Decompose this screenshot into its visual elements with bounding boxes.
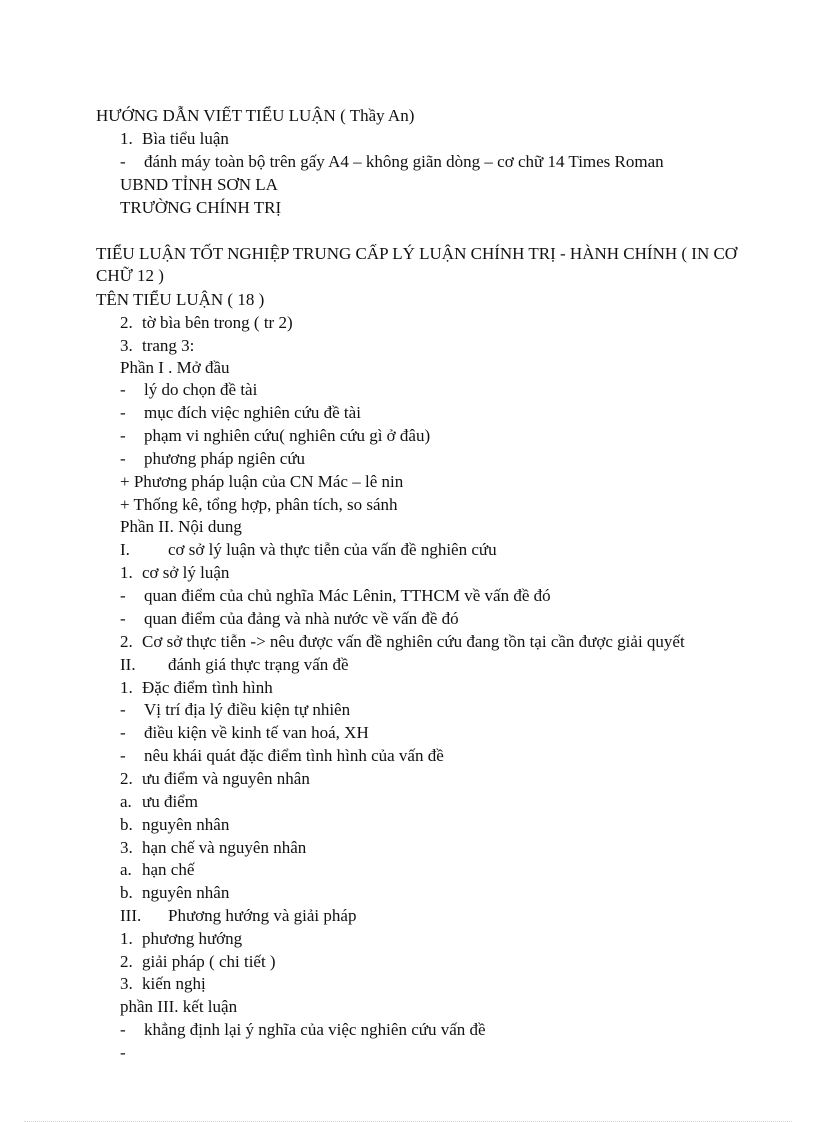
list-marker: - [120, 609, 126, 628]
list-item-text: ưu điểm và nguyên nhân [142, 769, 310, 788]
list-item [120, 585, 551, 607]
list-item [120, 722, 369, 744]
list-item-text: nêu khái quát đặc điểm tình hình của vấn đề [144, 746, 444, 765]
text-line: TIỂU LUẬN TỐT NGHIỆP TRUNG CẤP LÝ LUẬN CHÍNH TRỊ - HÀNH CHÍNH ( IN CƠ CHỮ 12 ) [96, 244, 738, 285]
text-line: TÊN TIỂU LUẬN ( 18 ) [96, 290, 265, 309]
list-item [120, 699, 350, 721]
text-line: UBND TỈNH SƠN LA [120, 175, 278, 194]
list-marker: - [120, 152, 126, 171]
list-item-text: ưu điểm [142, 792, 198, 811]
text-line: Phần I . Mở đầu [120, 358, 230, 377]
list-item-text: quan điểm của chủ nghĩa Mác Lênin, TTHCM về vấn đề đó [144, 586, 551, 605]
list-item-text: đánh giá thực trạng vấn đề [168, 655, 349, 674]
list-item-text: nguyên nhân [142, 815, 230, 834]
list-marker: 1. [120, 678, 133, 697]
list-marker: 1. [120, 929, 133, 948]
list-marker: - [120, 426, 126, 445]
list-item [120, 402, 361, 424]
list-item-text: Phương hướng và giải pháp [168, 906, 357, 925]
list-marker: 2. [120, 313, 133, 332]
list-item-text: kiến nghị [142, 974, 206, 993]
list-item-text: Đặc điểm tình hình [142, 678, 273, 697]
list-item-text: khẳng định lại ý nghĩa của việc nghiên cứu vấn đề [144, 1020, 486, 1039]
list-marker: - [120, 449, 126, 468]
list-marker: II. [120, 655, 136, 674]
list-marker: 3. [120, 838, 133, 857]
list-marker: 1. [120, 563, 133, 582]
list-item [120, 768, 310, 790]
list-item-text: hạn chế và nguyên nhân [142, 838, 307, 857]
list-item [120, 1042, 144, 1064]
list-item-text: phạm vi nghiên cứu( nghiên cứu gì ở đâu) [144, 426, 431, 445]
list-item-text: giải pháp ( chi tiết ) [142, 952, 276, 971]
list-marker: III. [120, 906, 142, 925]
list-item [120, 151, 664, 173]
list-marker: - [120, 700, 126, 719]
list-item [120, 631, 685, 653]
list-marker: - [120, 1020, 126, 1039]
list-marker: b. [120, 815, 133, 834]
text-line: Phần II. Nội dung [120, 517, 242, 536]
list-item-text: quan điểm của đảng và nhà nước về vấn đề đó [144, 609, 459, 628]
list-item-text: Cơ sở thực tiễn -> nêu được vấn đề nghiên cứu đang tồn tại cần được giải quyết [142, 632, 685, 651]
list-item-text: Vị trí địa lý điều kiện tự nhiên [144, 700, 351, 719]
list-item [120, 814, 229, 836]
list-item-text: đánh máy toàn bộ trên gấy A4 – không giãn dòng – cơ chữ 14 Times Roman [144, 152, 664, 171]
list-item [120, 951, 276, 973]
text-line: TRƯỜNG CHÍNH TRỊ [120, 198, 282, 217]
list-marker: - [120, 746, 126, 765]
list-item-text: điều kiện về kinh tế van hoá, XH [144, 723, 369, 742]
list-item-text: lý do chọn đề tài [144, 380, 258, 399]
list-item-text: Bìa tiểu luận [142, 129, 229, 148]
list-marker: a. [120, 792, 132, 811]
list-marker: - [120, 723, 126, 742]
list-item-text: cơ sở lý luận và thực tiễn của vấn đề nghiên cứu [168, 540, 497, 559]
list-item [120, 425, 430, 447]
list-item [120, 654, 349, 676]
list-item-text: phương hướng [142, 929, 243, 948]
list-item [120, 448, 305, 470]
list-item-text: hạn chế [142, 860, 195, 879]
list-marker: a. [120, 860, 132, 879]
list-item [120, 973, 206, 995]
text-line: phần III. kết luận [120, 997, 238, 1016]
list-item [120, 539, 497, 561]
list-item [120, 562, 229, 584]
document-title: HƯỚNG DẪN VIẾT TIỂU LUẬN ( Thầy An) [96, 106, 415, 125]
list-item [120, 905, 356, 927]
list-item [120, 859, 194, 881]
list-marker: 3. [120, 336, 133, 355]
list-item-text: cơ sở lý luận [142, 563, 230, 582]
list-item [120, 882, 229, 904]
list-item [120, 128, 229, 150]
list-item [120, 379, 257, 401]
list-item-text: phương pháp ngiên cứu [144, 449, 306, 468]
list-marker: 2. [120, 769, 133, 788]
list-item [120, 1019, 486, 1041]
list-marker: - [120, 1043, 126, 1062]
list-item [120, 335, 194, 357]
list-marker: 2. [120, 952, 133, 971]
list-item [120, 928, 242, 950]
list-item-text: mục đích việc nghiên cứu đề tài [144, 403, 361, 422]
list-item [120, 608, 459, 630]
text-line: + Thống kê, tổng hợp, phân tích, so sánh [120, 495, 398, 514]
page-border [24, 1121, 792, 1122]
list-marker: 2. [120, 632, 133, 651]
list-marker: - [120, 586, 126, 605]
list-item [120, 312, 293, 334]
text-line: + Phương pháp luận của CN Mác – lê nin [120, 472, 404, 491]
list-item-text: tờ bìa bên trong ( tr 2) [142, 313, 293, 332]
list-marker: - [120, 380, 126, 399]
list-item [120, 837, 306, 859]
list-item-text: trang 3: [142, 336, 195, 355]
list-item [120, 791, 198, 813]
list-marker: 3. [120, 974, 133, 993]
list-marker: 1. [120, 129, 133, 148]
list-marker: I. [120, 540, 130, 559]
list-item-text: nguyên nhân [142, 883, 230, 902]
list-item [120, 745, 444, 767]
list-item [120, 677, 273, 699]
list-marker: - [120, 403, 126, 422]
list-marker: b. [120, 883, 133, 902]
